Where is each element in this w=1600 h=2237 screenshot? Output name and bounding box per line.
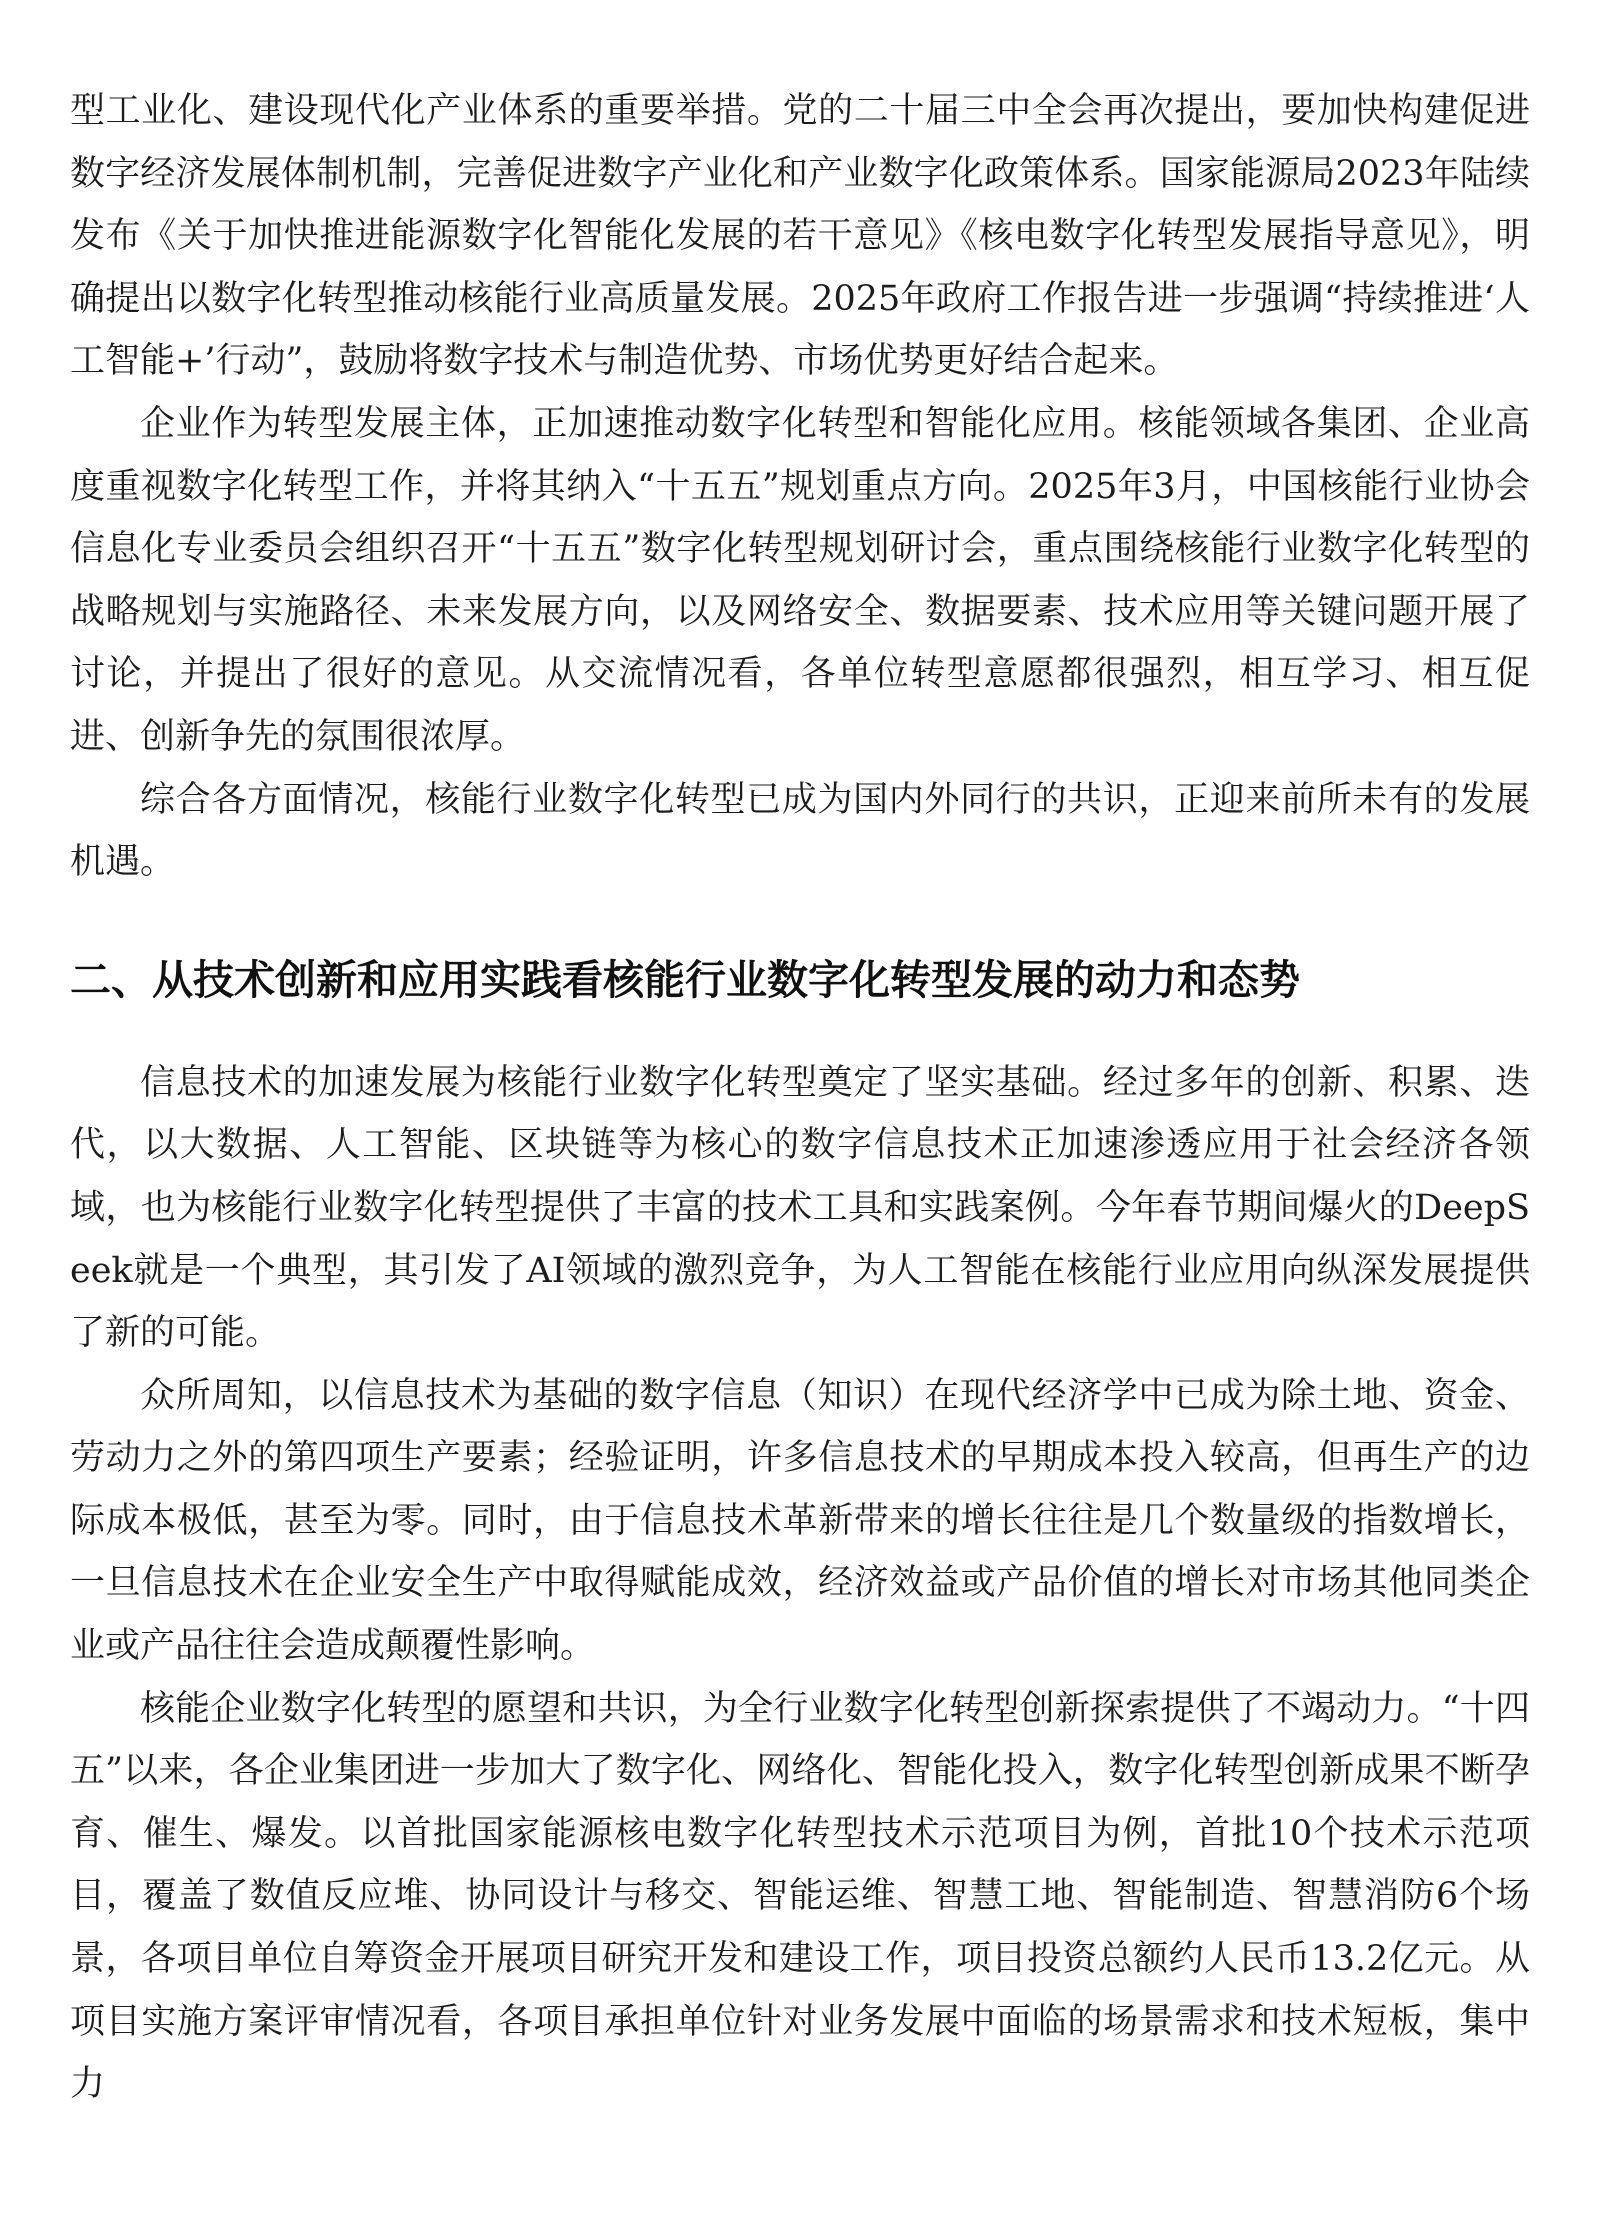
document-page (70, 80, 1530, 2116)
paragraph-summary-opportunity: 综合各方面情况，核能行业数字化转型已成为国内外同行的共识，正迎来前所未有的发展机遇。 (70, 779, 1530, 883)
paragraph-production-factor: 众所周知，以信息技术为基础的数字信息（知识）在现代经济学中已成为除土地、资金、劳动力之外的第四项生产要素；经验证明，许多信息技术的早期成本投入较高，但再生产的边际成本极低，甚至为零。同时，由于信息技术革新带来的增长往往是几个数量级的指数增长，一旦信息技术在企业安全生产中取得赋能成效，经济效益或产品价值的增长对市场其他同类企业或产品往往会造成颠覆性影响。 (70, 1375, 1530, 1667)
paragraph-continuation: 型工业化、建设现代化产业体系的重要举措。党的二十届三中全会再次提出，要加快构建促进数字经济发展体制机制，完善促进数字产业化和产业数字化政策体系。国家能源局2023年陆续发布《关于加快推进能源数字化智能化发展的若干意见》《核电数字化转型发展指导意见》，明确提出以数字化转型推动核能行业高质量发展。2025年政府工作报告进一步强调“持续推进‘人工智能+’行动”，鼓励将数字技术与制造优势、市场优势更好结合起来。 (70, 91, 1530, 382)
paragraph-information-technology: 信息技术的加速发展为核能行业数字化转型奠定了坚实基础。经过多年的创新、积累、迭代，以大数据、人工智能、区块链等为核心的数字信息技术正加速渗透应用于社会经济各领域，也为核能行业数字化转型提供了丰富的技术工具和实践案例。今年春节期间爆火的DeepSeek就是一个典型，其引发了AI领域的激烈竞争，为人工智能在核能行业应用向纵深发展提供了新的可能。 (70, 1062, 1530, 1354)
section-heading: 二、从技术创新和应用实践看核能行业数字化转型发展的动力和态势 (70, 955, 1300, 1004)
paragraph-enterprise-transformation: 企业作为转型发展主体，正加速推动数字化转型和智能化应用。核能领域各集团、企业高度重视数字化转型工作，并将其纳入“十五五”规划重点方向。2025年3月，中国核能行业协会信息化专业委员会组织召开“十五五”数字化转型规划研讨会，重点围绕核能行业数字化转型的战略规划与实施路径、未来发展方向，以及网络安全、数据要素、技术应用等关键问题开展了讨论，并提出了很好的意见。从交流情况看，各单位转型意愿都很强烈，相互学习、相互促进、创新争先的氛围很浓厚。 (70, 403, 1530, 757)
paragraph-demonstration-projects: 核能企业数字化转型的愿望和共识，为全行业数字化转型创新探索提供了不竭动力。“十四五”以来，各企业集团进一步加大了数字化、网络化、智能化投入，数字化转型创新成果不断孕育、催生、爆发。以首批国家能源核电数字化转型技术示范项目为例，首批10个技术示范项目，覆盖了数值反应堆、协同设计与移交、智能运维、智慧工地、智能制造、智慧消防6个场景，各项目单位自筹资金开展项目研究开发和建设工作，项目投资总额约人民币13.2亿元。从项目实施方案评审情况看，各项目承担单位针对业务发展中面临的场景需求和技术短板，集中力 (70, 1688, 1530, 2105)
